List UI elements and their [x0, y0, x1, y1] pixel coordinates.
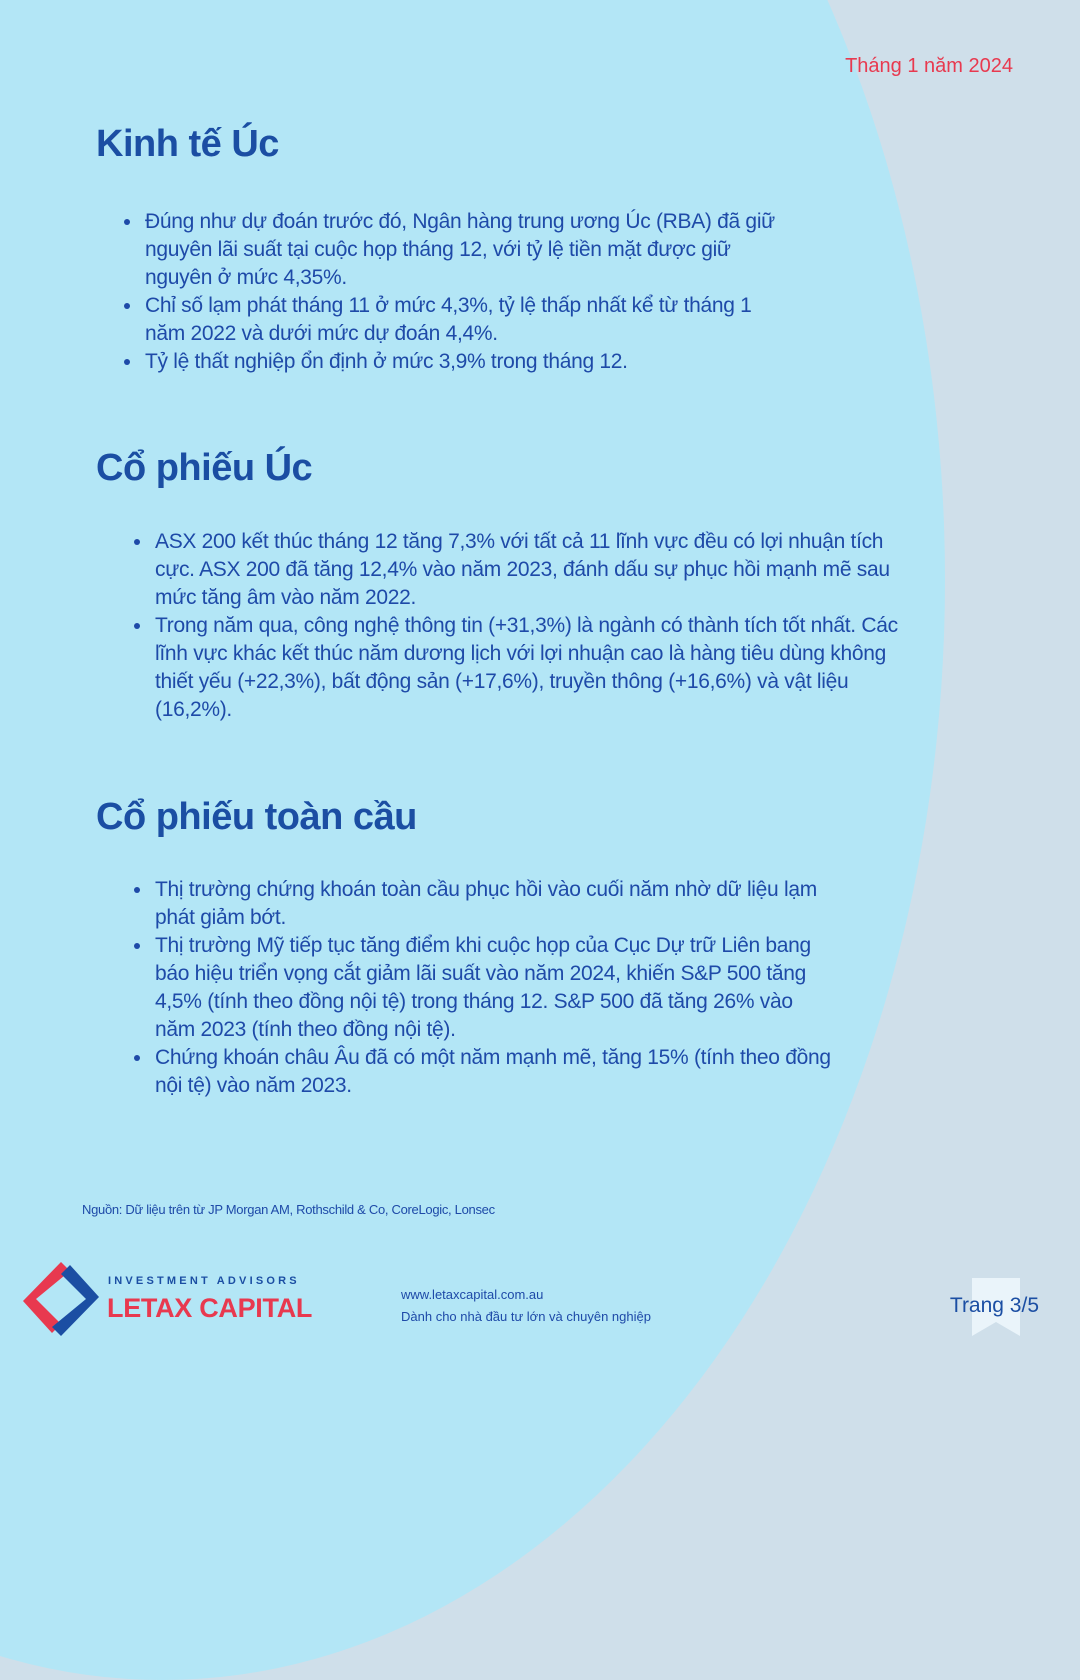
letax-logo-icon [22, 1260, 100, 1338]
audience-note: Dành cho nhà đầu tư lớn và chuyên nghiệp [401, 1309, 651, 1324]
source-note: Nguồn: Dữ liệu trên từ JP Morgan AM, Rothschild & Co, CoreLogic, Lonsec [82, 1202, 495, 1217]
logo-subtitle: INVESTMENT ADVISORS [108, 1275, 300, 1287]
page-number: Trang 3/5 [949, 1294, 1039, 1317]
list-item: ASX 200 kết thúc tháng 12 tăng 7,3% với tất cả 11 lĩnh vực đều có lợi nhuận tích cực. ASX 200 đã tăng 12,4% vào năm 2023, đánh dấu sự phục hồi mạnh mẽ sau mức tăng âm vào năm 2022. [155, 528, 900, 612]
issue-date: Tháng 1 năm 2024 [845, 55, 1013, 77]
au-shares-bullet-list [155, 528, 900, 724]
list-item: Thị trường Mỹ tiếp tục tăng điểm khi cuộc họp của Cục Dự trữ Liên bang báo hiệu triển vọng cắt giảm lãi suất vào năm 2024, khiến S&P 500 tăng 4,5% (tính theo đồng nội tệ) trong tháng 12. S&P 500 đã tăng 26% vào năm 2023 (tính theo đồng nội tệ). [155, 932, 835, 1044]
list-item: Chỉ số lạm phát tháng 11 ở mức 4,3%, tỷ lệ thấp nhất kể từ tháng 1 năm 2022 và dưới mức dự đoán 4,4%. [145, 292, 795, 348]
list-item: Thị trường chứng khoán toàn cầu phục hồi vào cuối năm nhờ dữ liệu lạm phát giảm bớt. [155, 876, 835, 932]
list-item: Đúng như dự đoán trước đó, Ngân hàng trung ương Úc (RBA) đã giữ nguyên lãi suất tại cuộc họp tháng 12, với tỷ lệ tiền mặt được giữ nguyên ở mức 4,35%. [145, 208, 795, 292]
list-item: Trong năm qua, công nghệ thông tin (+31,3%) là ngành có thành tích tốt nhất. Các lĩnh vực khác kết thúc năm dương lịch với lợi nhuận cao là hàng tiêu dùng không thiết yếu (+22,3%), bất động sản (+17,6%), truyền thông (+16,6%) và vật liệu (16,2%). [155, 612, 900, 724]
logo-wordmark: LETAX CAPITAL [107, 1293, 313, 1323]
global-shares-bullet-list [155, 876, 835, 1100]
website-link[interactable]: www.letaxcapital.com.au [401, 1287, 544, 1302]
section-title-global-shares: Cổ phiếu toàn cầu [96, 796, 417, 838]
section-title-au-shares: Cổ phiếu Úc [96, 447, 313, 489]
list-item: Chứng khoán châu Âu đã có một năm mạnh mẽ, tăng 15% (tính theo đồng nội tệ) vào năm 2023. [155, 1044, 835, 1100]
list-item: Tỷ lệ thất nghiệp ổn định ở mức 3,9% trong tháng 12. [145, 348, 795, 376]
section-title-economy: Kinh tế Úc [96, 123, 279, 165]
economy-bullet-list [145, 208, 795, 376]
